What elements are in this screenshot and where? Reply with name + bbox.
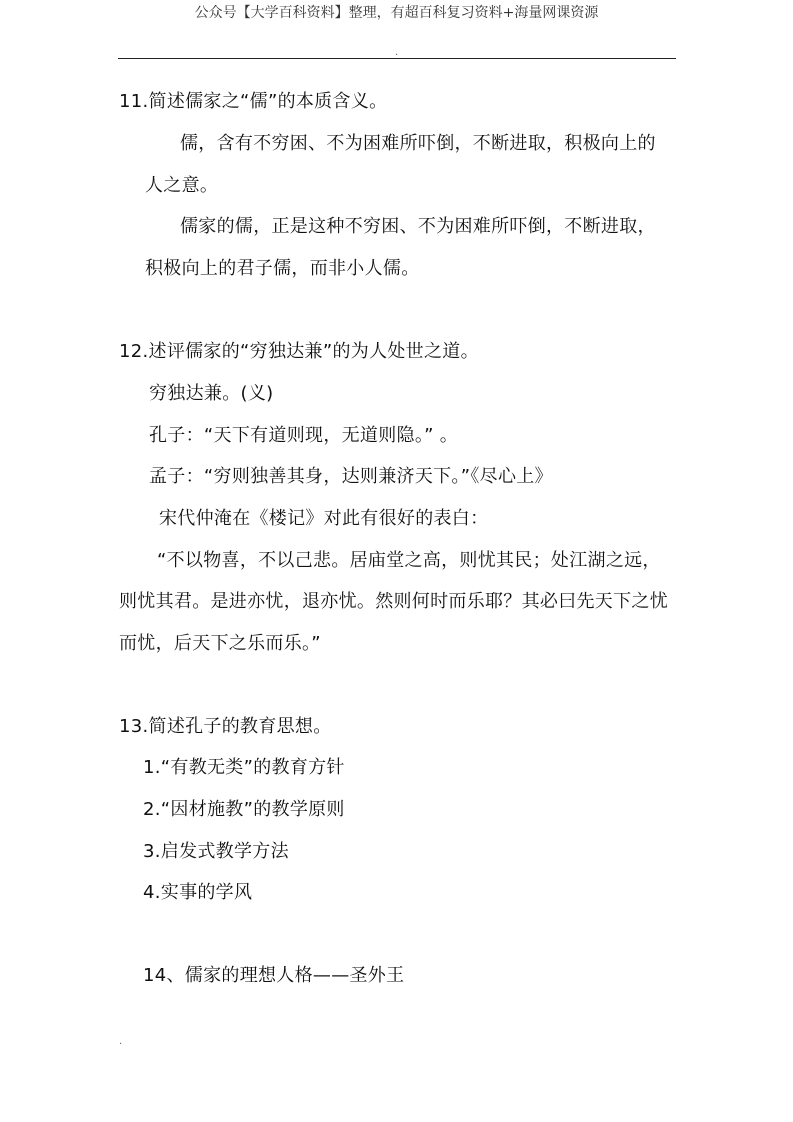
- q14-title: 14、儒家的理想人格——圣外王: [143, 965, 405, 986]
- page-header: 公众号【大学百科资料】整理，有超百科复习资料+海量网课资源: [194, 5, 599, 21]
- q13-title: 13.简述孔子的教育思想。: [119, 716, 332, 737]
- q13-list-item: 3.启发式教学方法: [143, 841, 289, 862]
- q12-quote-line3: 而忧，后天下之乐而乐。”: [119, 633, 321, 654]
- q11-paragraph1-line1: 儒，含有不穷困、不为困难所吓倒，不断进取，积极向上的: [180, 133, 656, 154]
- q11-paragraph1-line2: 人之意。: [145, 175, 219, 196]
- header-dot-mark: .: [395, 47, 399, 58]
- q13-list-item: 4.实事的学风: [143, 882, 253, 903]
- q12-quote-line2: 则忧其君。是进亦忧，退亦忧。然则何时而乐耶？其必曰先天下之忧: [119, 591, 668, 612]
- q12-line-1: 穷独达兼。(义): [149, 383, 274, 404]
- footer-dot-mark: .: [119, 1036, 123, 1047]
- q11-paragraph2-line1: 儒家的儒，正是这种不穷困、不为困难所吓倒，不断进取，: [180, 216, 656, 237]
- header-divider: [118, 58, 676, 59]
- q12-line-songdai: 宋代仲淹在《楼记》对此有很好的表白：: [159, 508, 489, 529]
- q13-list-item: 2.“因材施教”的教学原则: [143, 799, 345, 820]
- q12-line-confucius: 孔子：“天下有道则现，无道则隐。” 。: [149, 425, 459, 446]
- q12-title: 12.述评儒家的“穷独达兼”的为人处世之道。: [119, 341, 479, 362]
- q12-line-mencius: 孟子：“穷则独善其身，达则兼济天下。”《尽心上》: [149, 466, 553, 487]
- q12-quote-line1: “不以物喜，不以己悲。居庙堂之高，则忧其民；处江湖之远，: [157, 550, 661, 571]
- q11-title: 11.简述儒家之“儒”的本质含义。: [119, 91, 388, 112]
- q11-paragraph2-line2: 积极向上的君子儒，而非小人儒。: [145, 258, 420, 279]
- q13-list-item: 1.“有教无类”的教育方针: [143, 757, 345, 778]
